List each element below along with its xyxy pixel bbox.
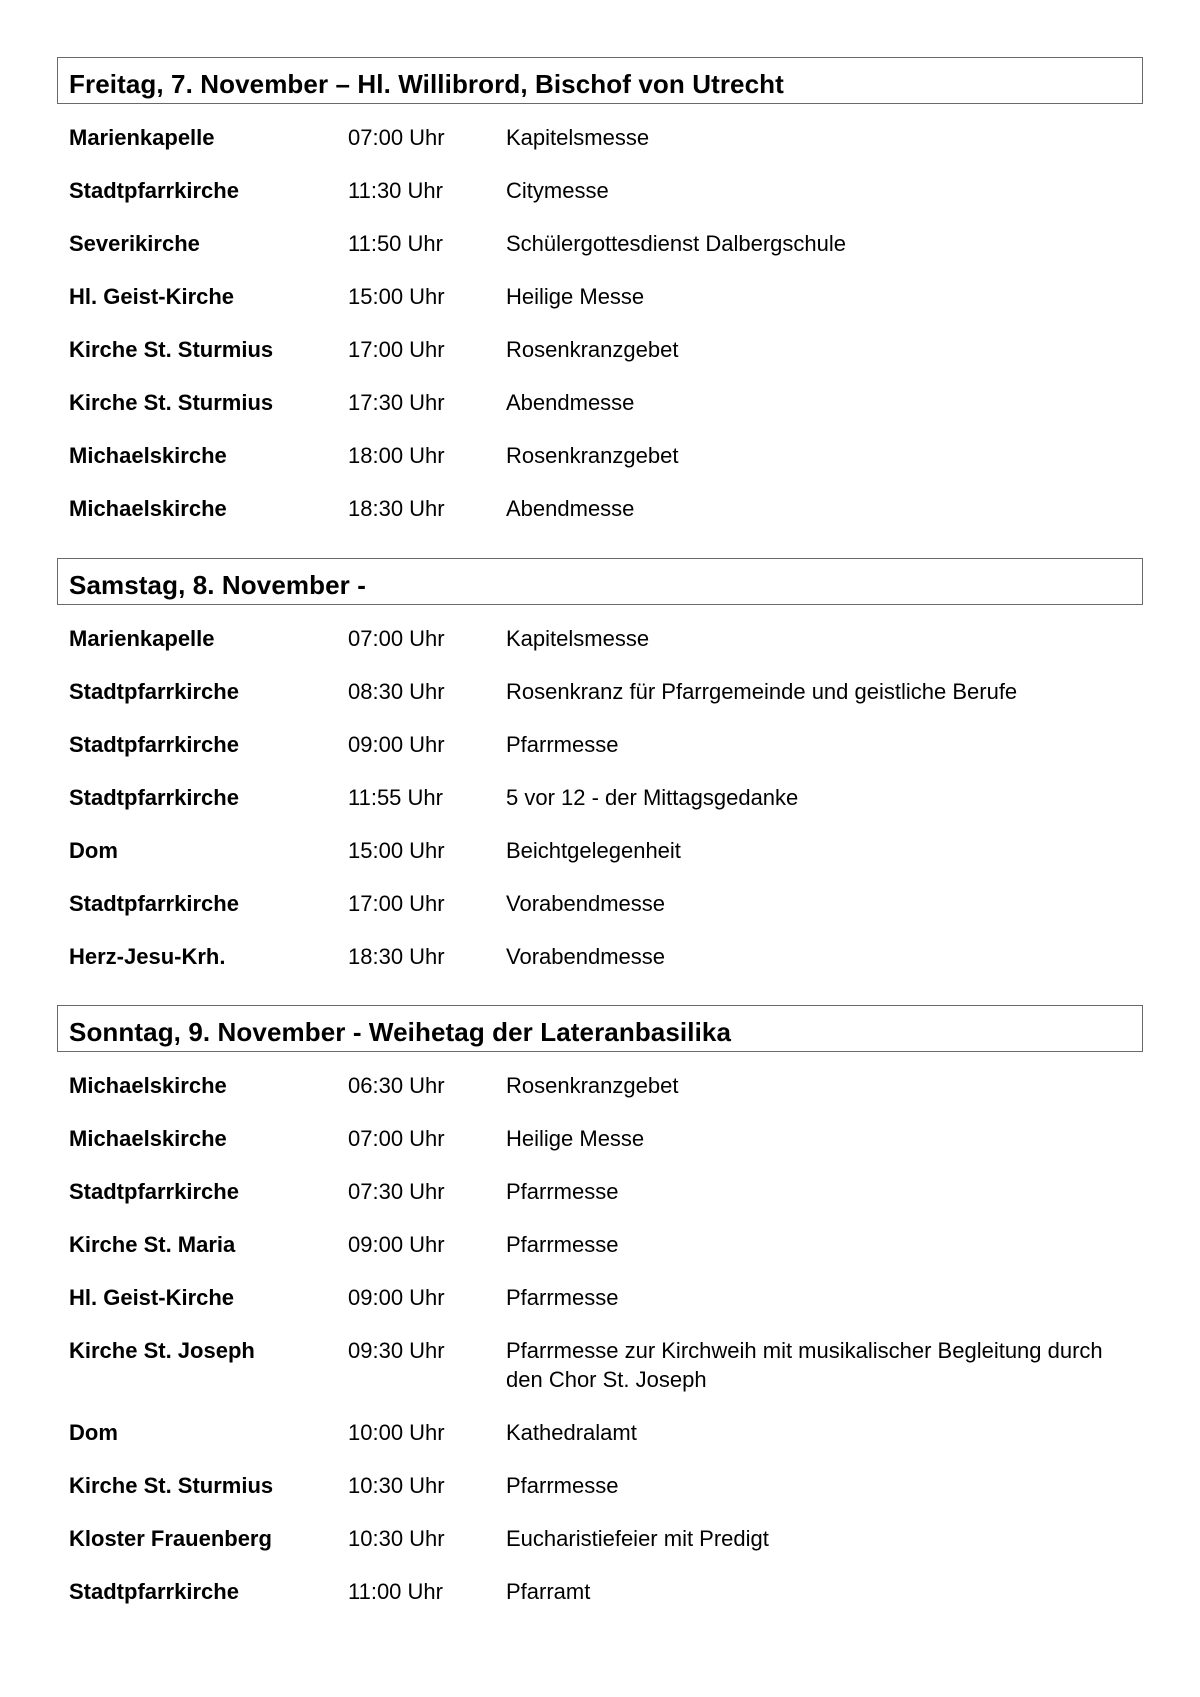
venue: Herz-Jesu-Krh.	[69, 944, 226, 969]
venue: Michaelskirche	[69, 1073, 227, 1098]
time: 17:00 Uhr	[348, 891, 445, 916]
venue: Kirche St. Sturmius	[69, 390, 274, 415]
time: 07:00 Uhr	[348, 125, 445, 150]
venue: Dom	[69, 1420, 118, 1445]
description: Pfarrmesse	[506, 1285, 619, 1310]
time: 07:00 Uhr	[348, 626, 445, 651]
description: Rosenkranz für Pfarrgemeinde und geistliche Berufe	[506, 679, 1018, 704]
description: Pfarramt	[506, 1579, 591, 1604]
schedule-entry	[57, 1411, 1143, 1464]
description: 5 vor 12 - der Mittagsgedanke	[506, 785, 799, 810]
description: Abendmesse	[506, 496, 635, 521]
description: Citymesse	[506, 178, 609, 203]
entry-list	[57, 605, 1143, 988]
description: Kapitelsmesse	[506, 626, 650, 651]
description: Pfarrmesse zur Kirchweih mit musikalischer Begleitung durch den Chor St. Joseph	[506, 1338, 1103, 1392]
schedule-entry	[57, 617, 1143, 670]
time: 07:00 Uhr	[348, 1126, 445, 1151]
time: 09:00 Uhr	[348, 1232, 445, 1257]
schedule-entry	[57, 116, 1143, 169]
time: 11:55 Uhr	[348, 785, 443, 810]
schedule-entry	[57, 1170, 1143, 1223]
day-header: Freitag, 7. November – Hl. Willibrord, Bischof von Utrecht	[57, 57, 1143, 104]
day-section-sunday	[57, 1005, 1143, 1623]
description: Abendmesse	[506, 390, 635, 415]
description: Kapitelsmesse	[506, 125, 650, 150]
schedule-entry	[57, 487, 1143, 540]
venue: Michaelskirche	[69, 1126, 227, 1151]
time: 15:00 Uhr	[348, 838, 445, 863]
day-section-saturday	[57, 558, 1143, 988]
schedule-entry	[57, 723, 1143, 776]
day-header: Samstag, 8. November -	[57, 558, 1143, 605]
venue: Michaelskirche	[69, 496, 227, 521]
schedule-entry	[57, 1276, 1143, 1329]
venue: Marienkapelle	[69, 125, 215, 150]
venue: Michaelskirche	[69, 443, 227, 468]
schedule-entry	[57, 1517, 1143, 1570]
description: Pfarrmesse	[506, 1232, 619, 1257]
schedule-entry	[57, 169, 1143, 222]
description: Rosenkranzgebet	[506, 443, 679, 468]
time: 10:00 Uhr	[348, 1420, 445, 1445]
schedule-entry	[57, 882, 1143, 935]
venue: Hl. Geist-Kirche	[69, 284, 235, 309]
description: Pfarrmesse	[506, 1179, 619, 1204]
schedule-entry	[57, 328, 1143, 381]
schedule-entry	[57, 1117, 1143, 1170]
description: Beichtgelegenheit	[506, 838, 681, 863]
schedule-entry	[57, 275, 1143, 328]
schedule-entry	[57, 829, 1143, 882]
time: 09:00 Uhr	[348, 1285, 445, 1310]
venue: Kirche St. Joseph	[69, 1338, 255, 1363]
description: Pfarrmesse	[506, 732, 619, 757]
time: 09:30 Uhr	[348, 1338, 445, 1363]
time: 06:30 Uhr	[348, 1073, 445, 1098]
time: 17:30 Uhr	[348, 390, 445, 415]
venue: Stadtpfarrkirche	[69, 679, 239, 704]
time: 09:00 Uhr	[348, 732, 445, 757]
schedule-entry	[57, 935, 1143, 988]
time: 18:30 Uhr	[348, 944, 445, 969]
venue: Stadtpfarrkirche	[69, 785, 239, 810]
venue: Kloster Frauenberg	[69, 1526, 272, 1551]
venue: Stadtpfarrkirche	[69, 1179, 239, 1204]
description: Heilige Messe	[506, 1126, 645, 1151]
venue: Kirche St. Sturmius	[69, 337, 274, 362]
schedule-page	[57, 57, 1143, 1623]
venue: Stadtpfarrkirche	[69, 891, 239, 916]
venue: Hl. Geist-Kirche	[69, 1285, 235, 1310]
time: 07:30 Uhr	[348, 1179, 445, 1204]
venue: Kirche St. Sturmius	[69, 1473, 274, 1498]
schedule-entry	[57, 222, 1143, 275]
description: Rosenkranzgebet	[506, 337, 679, 362]
time: 18:00 Uhr	[348, 443, 445, 468]
description: Eucharistiefeier mit Predigt	[506, 1526, 769, 1551]
time: 15:00 Uhr	[348, 284, 445, 309]
time: 11:30 Uhr	[348, 178, 443, 203]
venue: Severikirche	[69, 231, 200, 256]
description: Heilige Messe	[506, 284, 645, 309]
schedule-entry	[57, 1064, 1143, 1117]
description: Rosenkranzgebet	[506, 1073, 679, 1098]
time: 11:00 Uhr	[348, 1579, 443, 1604]
time: 18:30 Uhr	[348, 496, 445, 521]
schedule-entry	[57, 1329, 1143, 1411]
section-spacer	[57, 988, 1143, 1005]
schedule-entry	[57, 1464, 1143, 1517]
day-header: Sonntag, 9. November - Weihetag der Lateranbasilika	[57, 1005, 1143, 1052]
schedule-entry	[57, 776, 1143, 829]
venue: Stadtpfarrkirche	[69, 1579, 239, 1604]
time: 10:30 Uhr	[348, 1473, 445, 1498]
time: 17:00 Uhr	[348, 337, 445, 362]
venue: Stadtpfarrkirche	[69, 178, 239, 203]
entry-list	[57, 104, 1143, 540]
entry-list	[57, 1052, 1143, 1623]
description: Pfarrmesse	[506, 1473, 619, 1498]
time: 10:30 Uhr	[348, 1526, 445, 1551]
section-spacer	[57, 540, 1143, 558]
description: Schülergottesdienst Dalbergschule	[506, 231, 846, 256]
description: Vorabendmesse	[506, 944, 665, 969]
venue: Stadtpfarrkirche	[69, 732, 239, 757]
description: Vorabendmesse	[506, 891, 665, 916]
time: 08:30 Uhr	[348, 679, 445, 704]
time: 11:50 Uhr	[348, 231, 443, 256]
schedule-entry	[57, 1570, 1143, 1623]
venue: Marienkapelle	[69, 626, 215, 651]
schedule-entry	[57, 1223, 1143, 1276]
venue: Dom	[69, 838, 118, 863]
schedule-entry	[57, 434, 1143, 487]
schedule-entry	[57, 381, 1143, 434]
venue: Kirche St. Maria	[69, 1232, 236, 1257]
schedule-entry	[57, 670, 1143, 723]
description: Kathedralamt	[506, 1420, 637, 1445]
day-section-friday	[57, 57, 1143, 540]
